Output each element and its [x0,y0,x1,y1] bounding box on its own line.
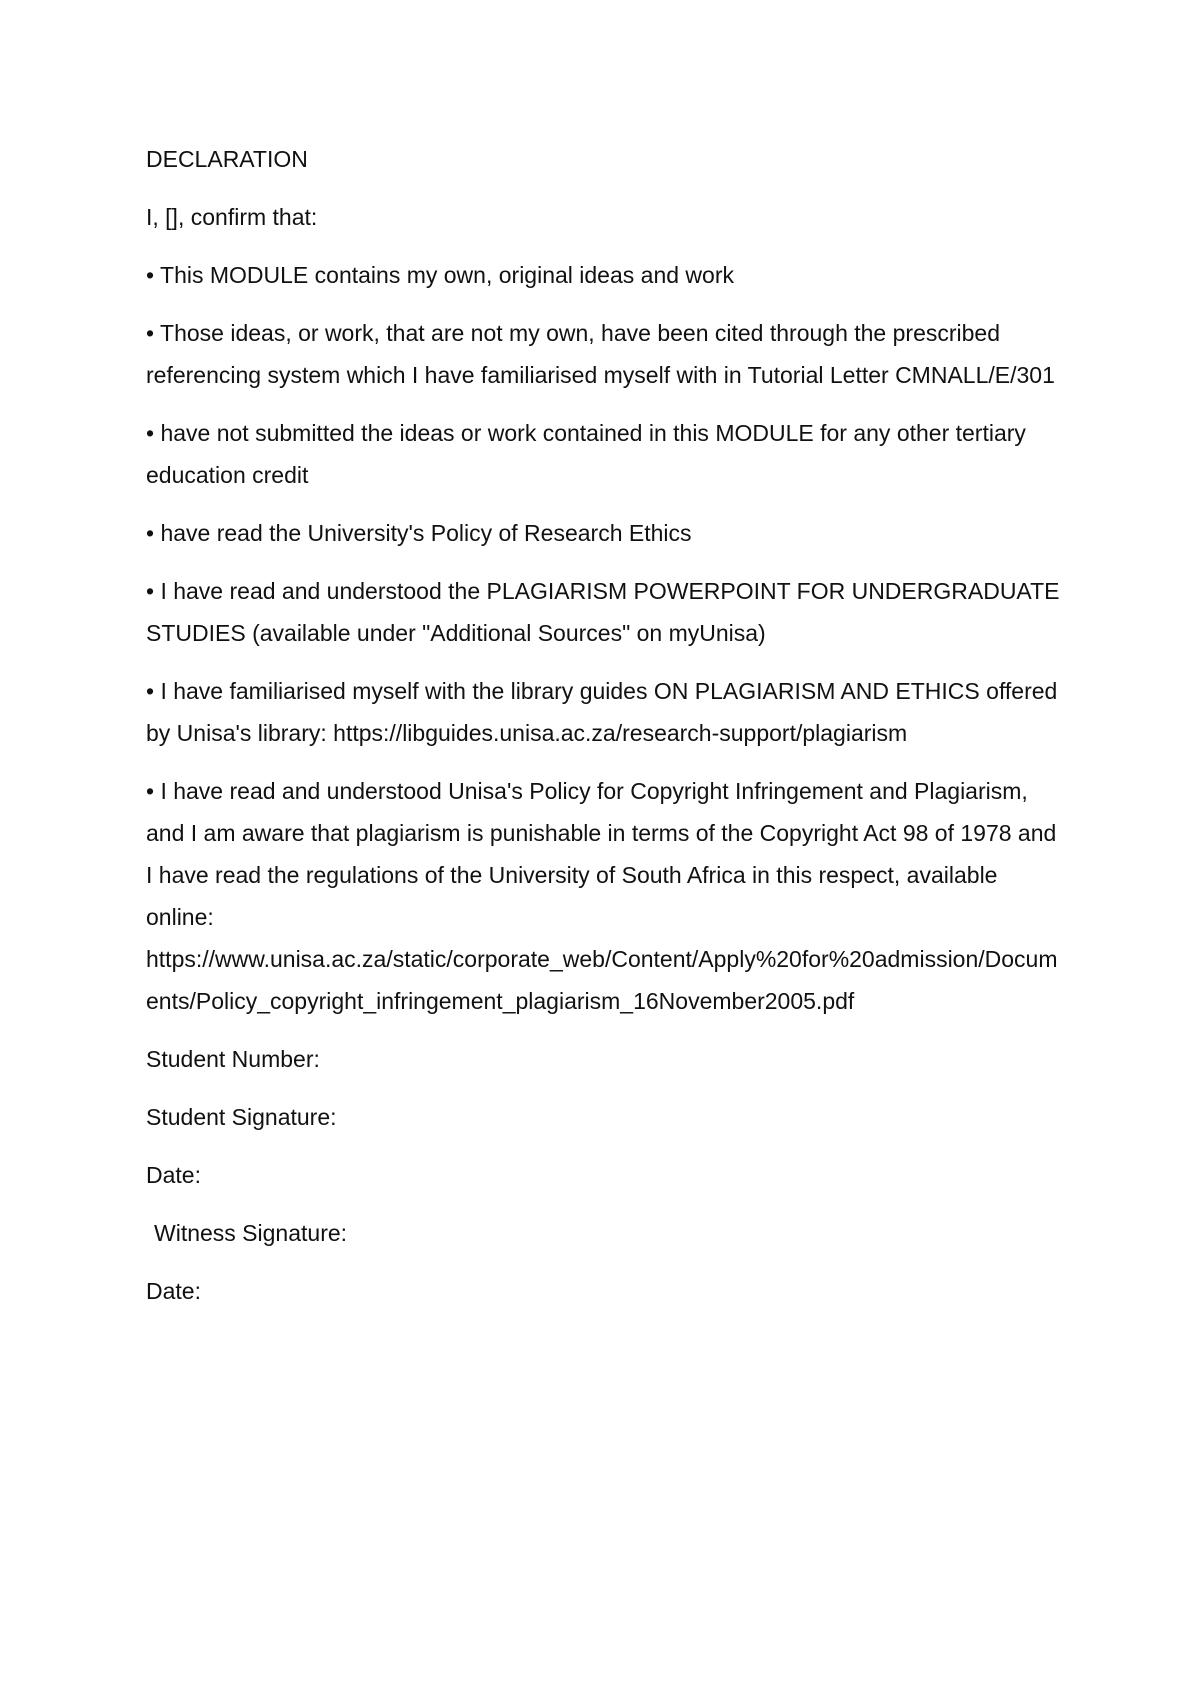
document-title: DECLARATION [146,146,308,172]
declaration-document [146,138,1066,1328]
policy-url-link[interactable]: https://www.unisa.ac.za/static/corporate_web/Content/Apply%20for%20admission/Documents/Policy_copyright_infringement_plagiarism_16November2005.pdf [146,946,1058,1014]
bullet-research-ethics: • have read the University's Policy of Research Ethics [146,520,692,546]
student-number-field: Student Number: [146,1046,320,1072]
witness-signature-field: Witness Signature: [154,1220,348,1246]
witness-date-field: Date: [146,1278,201,1304]
bullet-plagiarism-powerpoint: • I have read and understood the PLAGIARISM POWERPOINT FOR UNDERGRADUATE STUDIES (available under "Additional Sources" on myUnisa) [146,578,1060,646]
student-signature-field: Student Signature: [146,1104,337,1130]
bullet-original-work: • This MODULE contains my own, original ideas and work [146,262,734,288]
bullet-copyright-policy: • I have read and understood Unisa's Policy for Copyright Infringement and Plagiarism, and I am aware that plagiarism is punishable in terms of the Copyright Act 98 of 1978 and I have read the regulations of the University of South Africa in this respect, available online: [146,778,1057,930]
date-field: Date: [146,1162,201,1188]
bullet-cited-ideas: • Those ideas, or work, that are not my own, have been cited through the prescribed referencing system which I have familiarised myself with in Tutorial Letter CMNALL/E/301 [146,320,1055,388]
bullet-library-guides: • I have familiarised myself with the library guides ON PLAGIARISM AND ETHICS offered by Unisa's library: https://libguides.unisa.ac.za/research-support/plagiarism [146,678,1058,746]
bullet-not-submitted: • have not submitted the ideas or work contained in this MODULE for any other tertiary education credit [146,420,1026,488]
bullet-copyright-policy-block [146,770,1066,1022]
intro-line: I, [], confirm that: [146,204,318,230]
